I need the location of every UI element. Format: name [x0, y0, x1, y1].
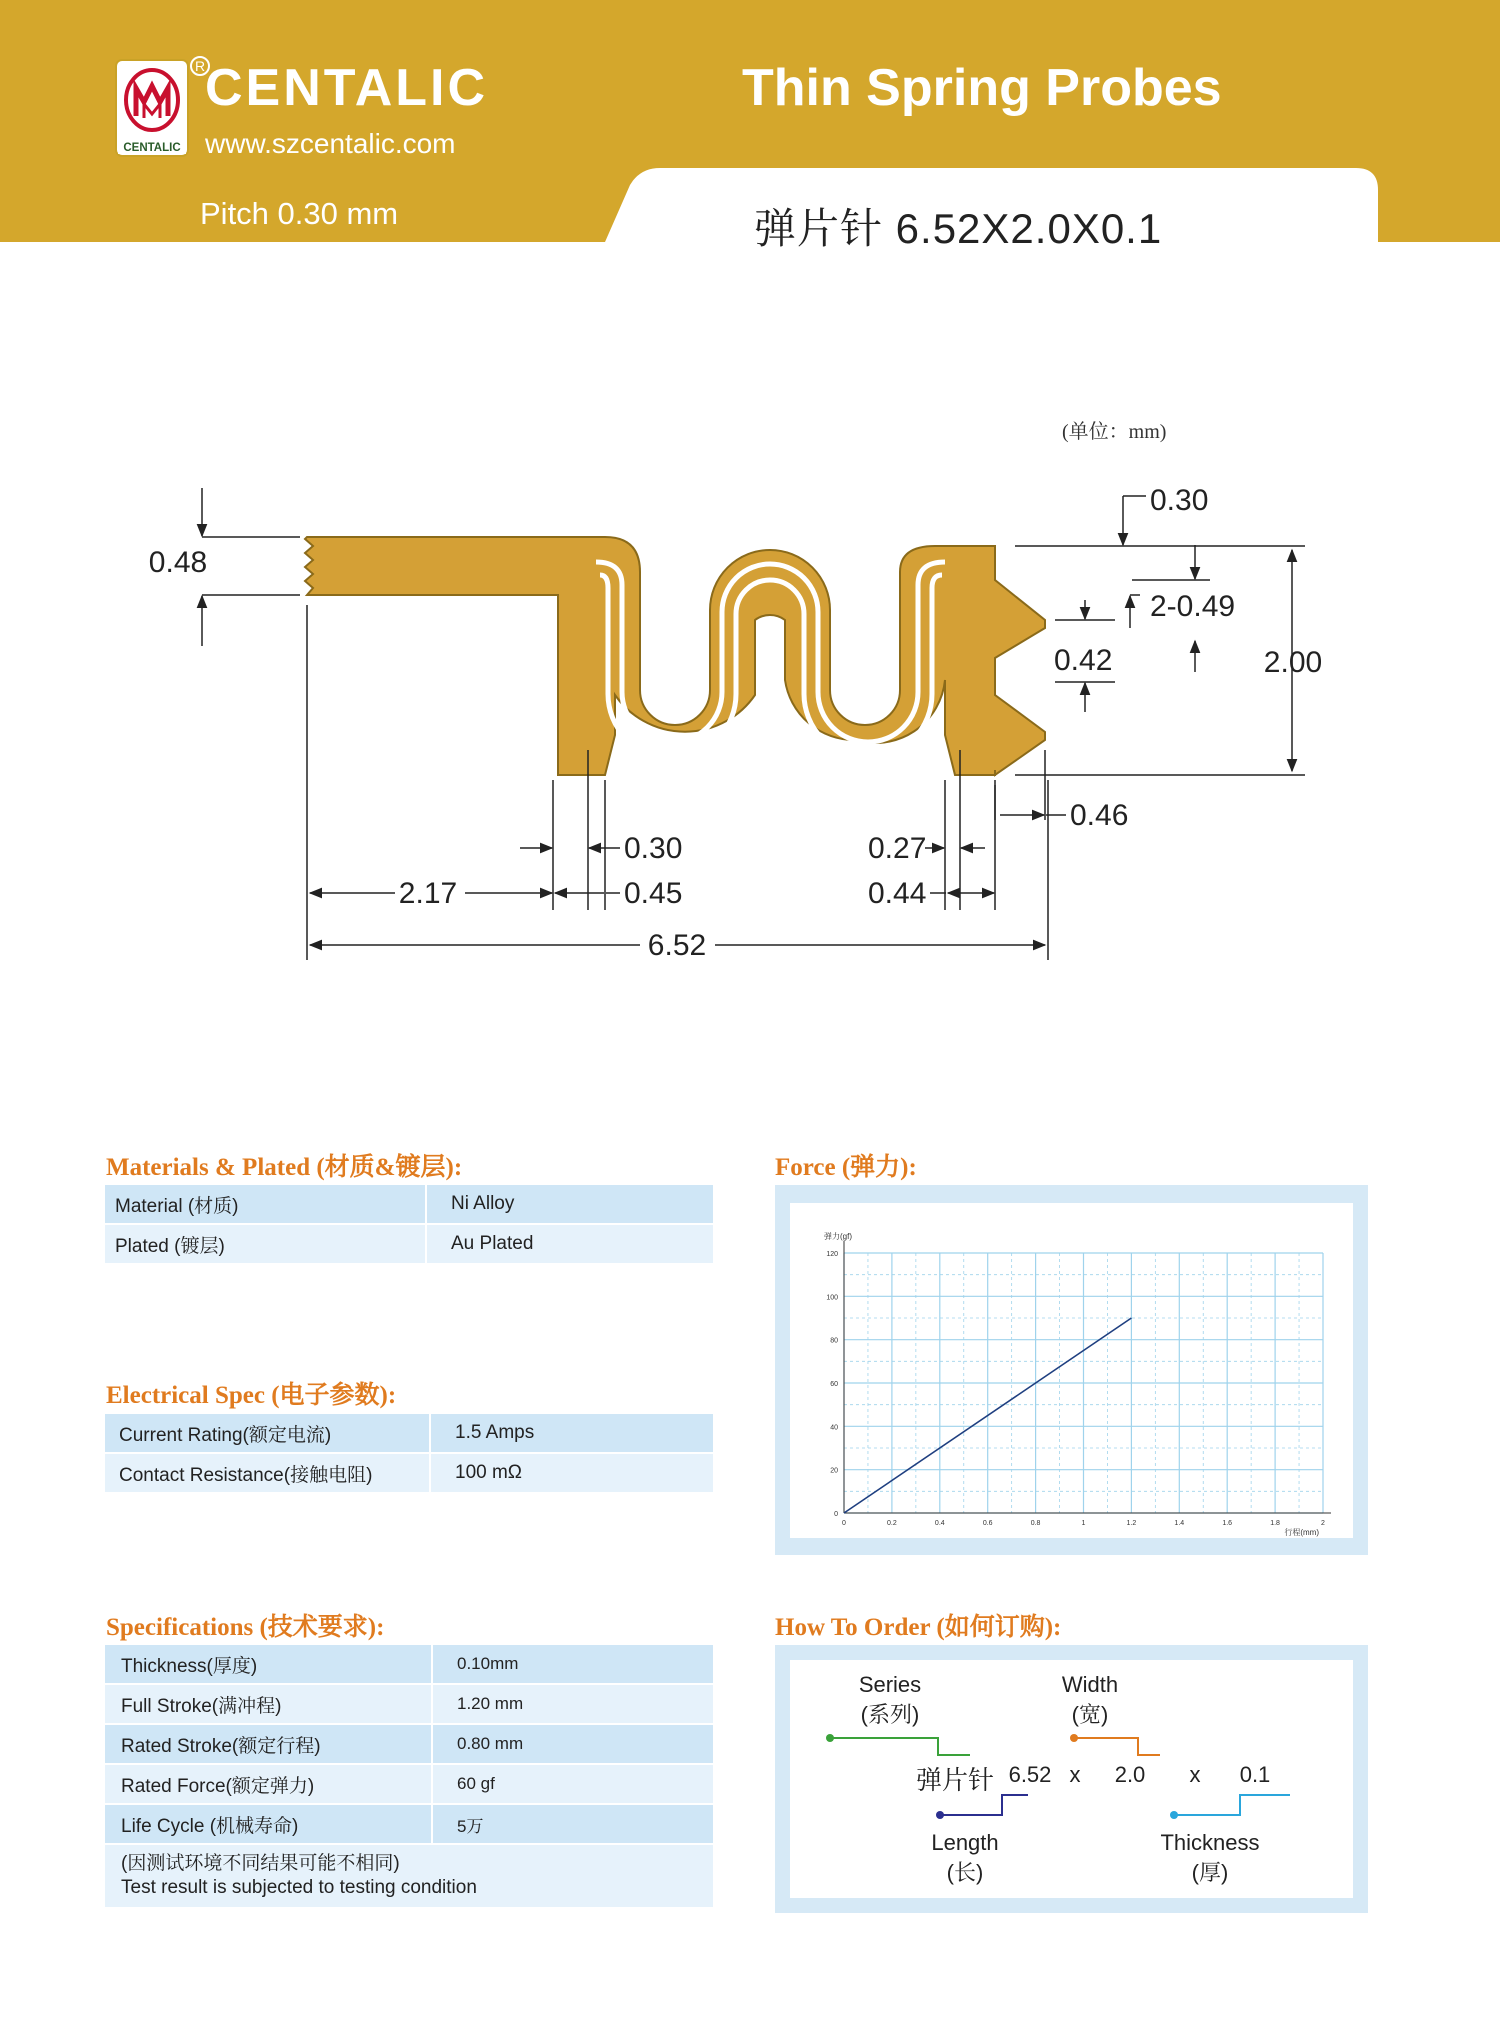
x-tick-label: 0.2	[887, 1520, 897, 1527]
svg-text:0.46: 0.46	[1070, 799, 1129, 832]
material-value: Ni Alloy	[426, 1185, 713, 1224]
table-row	[105, 1414, 713, 1453]
thickness-value: 0.10mm	[432, 1645, 713, 1684]
svg-text:0.48: 0.48	[148, 546, 208, 579]
x-tick-label: 1.2	[1126, 1520, 1137, 1527]
full-stroke-value: 1.20 mm	[432, 1684, 713, 1724]
header	[0, 0, 1500, 252]
table-row	[105, 1224, 713, 1264]
plated-value: Au Plated	[426, 1224, 713, 1264]
page-title: Thin Spring Probes	[742, 59, 1222, 117]
table-row	[105, 1844, 713, 1908]
y-tick-label: 0	[834, 1511, 838, 1518]
registered-mark: R	[190, 56, 210, 76]
svg-text:2.17: 2.17	[398, 877, 458, 910]
pitch-label: Pitch 0.30 mm	[200, 196, 399, 231]
order-panel	[775, 1645, 1368, 1913]
y-tick-label: 40	[830, 1424, 838, 1432]
website-link[interactable]: www.szcentalic.com	[205, 128, 456, 159]
series-en: Series	[858, 1672, 922, 1697]
material-label: Material (材质)	[105, 1185, 426, 1224]
force-chart-panel	[775, 1185, 1368, 1555]
svg-text:0.45: 0.45	[624, 877, 683, 910]
thickness-cn: (厚)	[1191, 1860, 1229, 1885]
x-tick-label: 2	[1321, 1520, 1325, 1527]
svg-text:0.30: 0.30	[1150, 484, 1209, 517]
thickness-label: Thickness(厚度)	[105, 1645, 432, 1684]
x-tick-label: 1.4	[1174, 1520, 1185, 1527]
x-tick-label: 0.6	[982, 1520, 993, 1527]
dim-right	[995, 484, 1322, 832]
order-thickness-value: 0.1	[1239, 1762, 1271, 1787]
test-note-cn: (因测试环境不同结果可能不相同)	[121, 1853, 400, 1874]
specifications-table	[105, 1645, 713, 1909]
thickness-label	[1150, 1830, 1270, 1887]
svg-text:2-0.49: 2-0.49	[1150, 590, 1236, 623]
materials-table	[105, 1185, 713, 1265]
unit-label: (单位：mm)	[1062, 421, 1167, 443]
order-code-prefix: 弹片针	[915, 1766, 994, 1796]
contact-resistance-value: 100 mΩ	[430, 1453, 713, 1493]
svg-text:2.00: 2.00	[1263, 646, 1323, 679]
technical-drawing	[0, 450, 1500, 1010]
table-row	[105, 1684, 713, 1724]
length-en: Length	[931, 1830, 999, 1855]
width-cn: (宽)	[1071, 1702, 1109, 1727]
rated-force-label: Rated Force(额定弹力)	[105, 1764, 432, 1804]
logo-text: CENTALIC	[123, 142, 181, 154]
plated-label: Plated (镀层)	[105, 1224, 426, 1264]
rated-force-value: 60 gf	[432, 1764, 713, 1804]
x-tick-label: 0.8	[1030, 1520, 1041, 1527]
current-rating-value: 1.5 Amps	[430, 1414, 713, 1453]
x-tick-label: 1.8	[1270, 1520, 1280, 1527]
svg-text:6.52: 6.52	[647, 929, 707, 962]
life-cycle-label: Life Cycle (机械寿命)	[105, 1804, 432, 1844]
y-axis-label: 弹力(gf)	[824, 1232, 852, 1241]
thickness-en: Thickness	[1160, 1830, 1260, 1855]
force-chart	[790, 1203, 1353, 1538]
rated-stroke-label: Rated Stroke(额定行程)	[105, 1724, 432, 1764]
full-stroke-label: Full Stroke(满冲程)	[105, 1684, 432, 1724]
electrical-table	[105, 1414, 713, 1494]
order-length-value: 6.52	[1008, 1762, 1052, 1787]
table-row	[105, 1724, 713, 1764]
order-times-2: x	[1189, 1762, 1201, 1787]
force-title: Force (弹力):	[775, 1154, 917, 1181]
materials-title: Materials & Plated (材质&镀层):	[106, 1154, 463, 1181]
y-tick-label: 80	[830, 1337, 838, 1345]
series-cn: (系列)	[860, 1702, 920, 1727]
test-note-en: Test result is subjected to testing condition	[121, 1877, 477, 1898]
order-width-value: 2.0	[1114, 1762, 1146, 1787]
length-label	[920, 1830, 1010, 1887]
width-en: Width	[1061, 1672, 1119, 1697]
y-tick-label: 20	[830, 1467, 838, 1475]
rated-stroke-value: 0.80 mm	[432, 1724, 713, 1764]
contact-resistance-label: Contact Resistance(接触电阻)	[105, 1453, 430, 1493]
svg-text:0.30: 0.30	[624, 832, 683, 865]
life-cycle-value: 5万	[432, 1804, 713, 1844]
length-cn: (长)	[946, 1860, 984, 1885]
svg-text:0.42: 0.42	[1054, 644, 1113, 677]
current-rating-label: Current Rating(额定电流)	[105, 1414, 430, 1453]
table-row	[105, 1764, 713, 1804]
y-tick-label: 60	[830, 1381, 838, 1388]
table-row	[105, 1453, 713, 1493]
y-tick-label: 120	[826, 1251, 838, 1258]
order-times-1: x	[1069, 1762, 1081, 1787]
y-tick-label: 100	[826, 1294, 838, 1302]
electrical-title: Electrical Spec (电子参数):	[106, 1382, 397, 1409]
probe-shape	[305, 537, 1045, 775]
x-tick-label: 0.4	[934, 1520, 945, 1527]
order-title: How To Order (如何订购):	[775, 1614, 1062, 1641]
x-tick-label: 1	[1081, 1520, 1086, 1527]
dim-0.48	[149, 488, 300, 646]
x-tick-label: 1.6	[1222, 1520, 1233, 1527]
table-row	[105, 1804, 713, 1844]
table-row	[105, 1645, 713, 1684]
x-tick-label: 0	[842, 1520, 846, 1527]
brand-name: CENTALIC	[205, 59, 489, 117]
x-axis-label: 行程(mm)	[1284, 1528, 1319, 1537]
svg-text:0.27: 0.27	[868, 832, 927, 865]
product-code: 弹片针 6.52X2.0X0.1	[754, 205, 1163, 252]
test-note	[105, 1844, 713, 1908]
specifications-title: Specifications (技术要求):	[106, 1614, 385, 1641]
logo	[114, 58, 190, 158]
svg-text:0.44: 0.44	[868, 877, 927, 910]
table-row	[105, 1185, 713, 1224]
